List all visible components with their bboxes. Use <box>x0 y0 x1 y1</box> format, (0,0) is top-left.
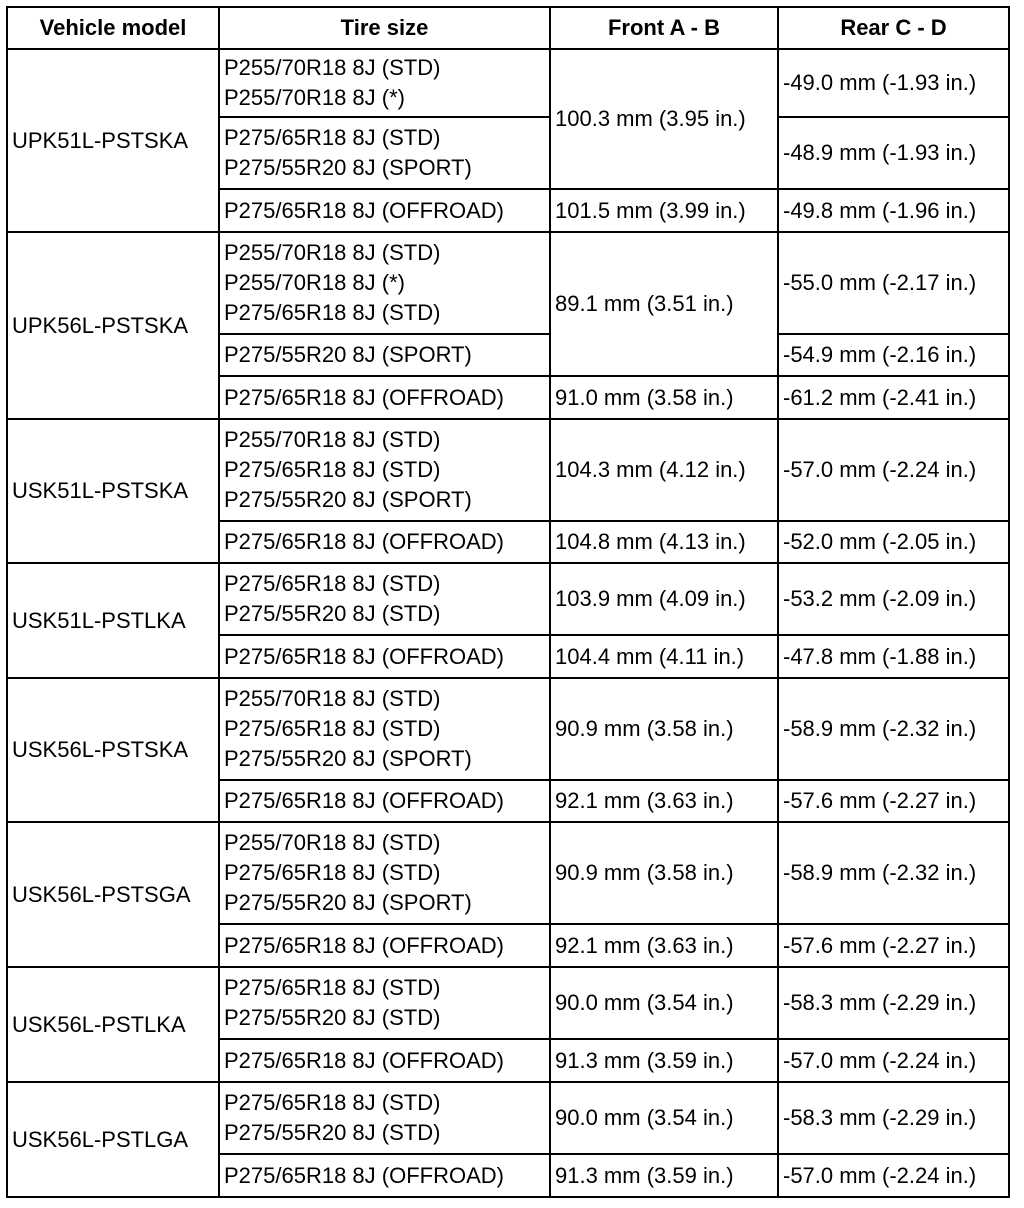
front-value-cell: 92.1 mm (3.63 in.) <box>550 780 778 822</box>
vehicle-model-cell: UPK51L-PSTSKA <box>7 49 219 232</box>
rear-value-cell: -57.6 mm (-2.27 in.) <box>778 780 1009 822</box>
tire-size-line: P255/70R18 8J (STD) <box>224 427 441 452</box>
tire-size-cell <box>219 678 550 780</box>
rear-value-cell: -57.0 mm (-2.24 in.) <box>778 1154 1009 1197</box>
front-value-cell: 100.3 mm (3.95 in.) <box>550 49 778 189</box>
tire-size-cell <box>219 521 550 563</box>
front-value-cell: 90.9 mm (3.58 in.) <box>550 678 778 780</box>
tire-size-line: P275/65R18 8J (STD) <box>224 457 441 482</box>
tire-size-line: P255/70R18 8J (STD) <box>224 830 441 855</box>
tire-size-cell <box>219 49 550 117</box>
front-value-cell: 91.3 mm (3.59 in.) <box>550 1154 778 1197</box>
tire-size-line: P275/55R20 8J (STD) <box>224 1120 441 1145</box>
tire-size-line: P275/65R18 8J (STD) <box>224 125 441 150</box>
tire-size-line: P275/65R18 8J (STD) <box>224 716 441 741</box>
tire-size-line: P275/65R18 8J (STD) <box>224 975 441 1000</box>
rear-value-cell: -58.9 mm (-2.32 in.) <box>778 678 1009 780</box>
tire-size-line: P255/70R18 8J (STD) <box>224 55 441 80</box>
tire-size-cell <box>219 563 550 635</box>
tire-size-line: P275/65R18 8J (STD) <box>224 860 441 885</box>
tire-size-cell <box>219 334 550 376</box>
tire-size-cell <box>219 1039 550 1082</box>
rear-value-cell: -61.2 mm (-2.41 in.) <box>778 376 1009 419</box>
rear-value-cell: -47.8 mm (-1.88 in.) <box>778 635 1009 678</box>
table-row <box>7 678 1009 780</box>
rear-value-cell: -49.8 mm (-1.96 in.) <box>778 189 1009 232</box>
tire-size-cell <box>219 117 550 189</box>
table-row <box>7 419 1009 521</box>
tire-size-line: P275/65R18 8J (STD) <box>224 571 441 596</box>
header-tire-size: Tire size <box>219 7 550 49</box>
tire-size-line: P255/70R18 8J (STD) <box>224 686 441 711</box>
table-row <box>7 967 1009 1039</box>
tire-size-line: P275/55R20 8J (STD) <box>224 601 441 626</box>
front-value-cell: 101.5 mm (3.99 in.) <box>550 189 778 232</box>
header-rear: Rear C - D <box>778 7 1009 49</box>
front-value-cell: 92.1 mm (3.63 in.) <box>550 924 778 967</box>
rear-value-cell: -58.3 mm (-2.29 in.) <box>778 1082 1009 1154</box>
tire-size-line: P275/55R20 8J (STD) <box>224 1005 441 1030</box>
table-row <box>7 49 1009 117</box>
tire-size-line: P255/70R18 8J (STD) <box>224 240 441 265</box>
vehicle-model-cell: USK56L-PSTLGA <box>7 1082 219 1197</box>
tire-size-line: P275/65R18 8J (OFFROAD) <box>224 788 504 813</box>
tire-size-line: P275/65R18 8J (STD) <box>224 1090 441 1115</box>
tire-size-line: P275/55R20 8J (SPORT) <box>224 155 472 180</box>
table-row <box>7 232 1009 334</box>
header-row <box>7 7 1009 49</box>
rear-value-cell: -48.9 mm (-1.93 in.) <box>778 117 1009 189</box>
header-vehicle-model: Vehicle model <box>7 7 219 49</box>
header-front: Front A - B <box>550 7 778 49</box>
vehicle-model-cell: USK56L-PSTSGA <box>7 822 219 967</box>
rear-value-cell: -53.2 mm (-2.09 in.) <box>778 563 1009 635</box>
front-value-cell: 90.0 mm (3.54 in.) <box>550 1082 778 1154</box>
rear-value-cell: -49.0 mm (-1.93 in.) <box>778 49 1009 117</box>
rear-value-cell: -52.0 mm (-2.05 in.) <box>778 521 1009 563</box>
front-value-cell: 89.1 mm (3.51 in.) <box>550 232 778 376</box>
tire-size-line: P275/65R18 8J (OFFROAD) <box>224 197 504 223</box>
tire-size-line: P275/65R18 8J (OFFROAD) <box>224 1162 504 1188</box>
vehicle-model-cell: UPK56L-PSTSKA <box>7 232 219 419</box>
rear-value-cell: -55.0 mm (-2.17 in.) <box>778 232 1009 334</box>
front-value-cell: 91.0 mm (3.58 in.) <box>550 376 778 419</box>
tire-size-cell <box>219 635 550 678</box>
table-row <box>7 1082 1009 1154</box>
tire-size-line: P275/65R18 8J (OFFROAD) <box>224 932 504 958</box>
rear-value-cell: -57.0 mm (-2.24 in.) <box>778 1039 1009 1082</box>
vehicle-model-cell: USK56L-PSTSKA <box>7 678 219 822</box>
rear-value-cell: -58.3 mm (-2.29 in.) <box>778 967 1009 1039</box>
table-row <box>7 822 1009 924</box>
front-value-cell: 104.8 mm (4.13 in.) <box>550 521 778 563</box>
tire-size-line: P275/55R20 8J (SPORT) <box>224 487 472 512</box>
tire-size-cell <box>219 1082 550 1154</box>
tire-size-line: P275/65R18 8J (STD) <box>224 300 441 325</box>
front-value-cell: 103.9 mm (4.09 in.) <box>550 563 778 635</box>
front-value-cell: 91.3 mm (3.59 in.) <box>550 1039 778 1082</box>
tire-size-cell <box>219 967 550 1039</box>
tire-size-line: P275/55R20 8J (SPORT) <box>224 746 472 771</box>
front-value-cell: 90.0 mm (3.54 in.) <box>550 967 778 1039</box>
table-row <box>7 563 1009 635</box>
rear-value-cell: -57.0 mm (-2.24 in.) <box>778 419 1009 521</box>
tire-size-cell <box>219 780 550 822</box>
tire-specification-table <box>6 6 1010 1198</box>
vehicle-model-cell: USK51L-PSTSKA <box>7 419 219 563</box>
front-value-cell: 90.9 mm (3.58 in.) <box>550 822 778 924</box>
rear-value-cell: -54.9 mm (-2.16 in.) <box>778 334 1009 376</box>
front-value-cell: 104.4 mm (4.11 in.) <box>550 635 778 678</box>
vehicle-model-cell: USK56L-PSTLKA <box>7 967 219 1082</box>
rear-value-cell: -58.9 mm (-2.32 in.) <box>778 822 1009 924</box>
rear-value-cell: -57.6 mm (-2.27 in.) <box>778 924 1009 967</box>
tire-size-line: P275/65R18 8J (OFFROAD) <box>224 643 504 669</box>
tire-size-line: P275/55R20 8J (SPORT) <box>224 890 472 915</box>
tire-size-line: P255/70R18 8J (*) <box>224 270 405 295</box>
tire-size-line: P275/65R18 8J (OFFROAD) <box>224 1047 504 1073</box>
tire-size-line: P275/55R20 8J (SPORT) <box>224 342 472 367</box>
tire-size-cell <box>219 419 550 521</box>
tire-size-line: P275/65R18 8J (OFFROAD) <box>224 384 504 410</box>
tire-size-cell <box>219 924 550 967</box>
front-value-cell: 104.3 mm (4.12 in.) <box>550 419 778 521</box>
tire-size-cell <box>219 232 550 334</box>
vehicle-model-cell: USK51L-PSTLKA <box>7 563 219 678</box>
tire-size-line: P255/70R18 8J (*) <box>224 85 405 110</box>
tire-size-cell <box>219 822 550 924</box>
tire-size-line: P275/65R18 8J (OFFROAD) <box>224 529 504 554</box>
tire-size-cell <box>219 376 550 419</box>
tire-size-cell <box>219 189 550 232</box>
tire-size-cell <box>219 1154 550 1197</box>
